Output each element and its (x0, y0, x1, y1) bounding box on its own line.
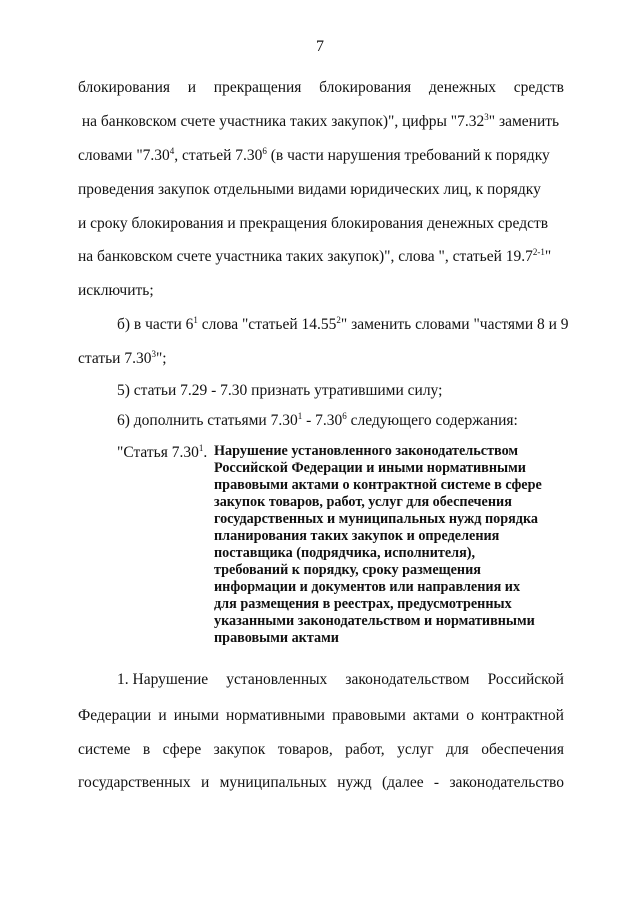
word: Российской (487, 671, 564, 688)
article-title-line: Российской Федерации и иными нормативными (214, 460, 526, 476)
word: блокирования (78, 79, 171, 96)
word: и (158, 707, 167, 724)
word: контрактной (481, 707, 564, 724)
article-title-line: для размещения в реестрах, предусмотренных (214, 596, 512, 612)
text-fragment: "Статья 7.30 (117, 444, 199, 461)
superscript: 1 (297, 411, 303, 421)
text-fragment: 6) дополнить статьями 7.30 (117, 412, 298, 429)
article-title-line: Нарушение установленного законодательством (214, 443, 519, 459)
word: 1. Нарушение (117, 671, 209, 688)
word: блокирования (319, 79, 412, 96)
article-title-line: государственных и муниципальных нужд порядка (214, 511, 539, 527)
superscript: 1 (198, 443, 204, 453)
text-fragment: "; (155, 350, 167, 367)
text-fragment: на банковском счете участника таких закупок)", цифры "7.32 (78, 113, 485, 130)
word: законодательством (345, 671, 470, 688)
article-label (117, 443, 207, 463)
word: денежных (428, 79, 497, 96)
article-title-line: требований к порядку, сроку размещения (214, 562, 481, 578)
text-line-10: 5) статьи 7.29 - 7.30 признать утратившими силу; (117, 382, 443, 399)
text-line-2 (78, 112, 564, 132)
text-line-9 (78, 349, 564, 369)
superscript: 3 (484, 112, 489, 122)
text-fragment: следующего содержания: (346, 412, 518, 429)
text-fragment: " заменить словами "частями 8 и 9 (340, 316, 569, 333)
text-line-4: проведения закупок отдельными видами юридических лиц, к порядку (78, 181, 541, 198)
article-title-line: правовыми актами (214, 630, 339, 646)
article-title-line: закупок товаров, работ, услуг для обеспечения (214, 494, 512, 510)
article-title-line: поставщика (подрядчика, исполнителя), (214, 545, 476, 561)
text-line-6 (78, 247, 564, 267)
article-title (214, 443, 564, 647)
article-title-line: информации и документов или направления их (214, 579, 521, 595)
text-fragment: на банковском счете участника таких закупок)", слова ", статьей 19.7 (78, 248, 533, 265)
word: государственных (78, 774, 191, 791)
text-fragment: слова "статьей 14.55 (197, 316, 337, 333)
text-line-5: и сроку блокирования и прекращения блокирования денежных средств (78, 215, 549, 232)
body-line-4 (78, 773, 564, 793)
word: правовыми (332, 707, 406, 724)
word: муниципальных (219, 774, 327, 791)
superscript: 6 (342, 411, 347, 421)
word: и (187, 79, 197, 96)
text-fragment: б) в части 6 (117, 316, 194, 333)
word: сфере (162, 741, 202, 758)
word: нормативными (225, 707, 325, 724)
superscript: 6 (262, 146, 267, 156)
word: в (142, 741, 151, 758)
article-title-line: планирования таких закупок и определения (214, 528, 500, 544)
word: работ, (345, 741, 385, 758)
superscript: 3 (151, 349, 156, 359)
word: услуг (397, 741, 434, 758)
text-fragment: - 7.30 (302, 412, 343, 429)
text-line-8 (117, 315, 569, 335)
word: для (446, 741, 469, 758)
text-fragment: " (544, 248, 552, 265)
word: средств (513, 79, 564, 96)
word: закупок (213, 741, 266, 758)
page-number: 7 (316, 38, 324, 55)
word: обеспечения (481, 741, 564, 758)
word: установленных (226, 671, 328, 688)
word: - (433, 774, 440, 791)
word: (далее (382, 774, 424, 791)
article-title-line: правовыми актами о контрактной системе в сфере (214, 477, 542, 493)
word: системе (78, 741, 131, 758)
text-line-11 (117, 411, 603, 431)
word: нужд (337, 774, 372, 791)
superscript: 2 (336, 315, 341, 325)
word: прекращения (213, 79, 302, 96)
word: о (466, 707, 474, 724)
word: иными (173, 707, 219, 724)
superscript: 4 (169, 146, 175, 156)
text-line-3 (78, 146, 564, 166)
body-line-1 (117, 670, 564, 690)
text-line-7: исключить; (78, 282, 154, 299)
text-fragment: словами "7.30 (78, 147, 170, 164)
word: и (200, 774, 210, 791)
superscript: 1 (193, 315, 198, 325)
word: товаров, (277, 741, 333, 758)
text-fragment: , статьей 7.30 (174, 147, 263, 164)
text-fragment: (в части нарушения требований к порядку (266, 147, 550, 164)
word: актами (412, 707, 460, 724)
superscript: 2-1 (532, 247, 545, 257)
text-fragment: статьи 7.30 (78, 350, 152, 367)
article-title-line: указанными законодательством и нормативными (214, 613, 535, 629)
body-line-2 (78, 706, 564, 726)
word: Федерации (78, 707, 152, 724)
word: законодательство (449, 774, 564, 791)
text-line-1 (78, 78, 564, 98)
text-fragment: " заменить (488, 113, 560, 130)
text-fragment: . (203, 444, 208, 461)
body-line-3 (78, 740, 564, 760)
